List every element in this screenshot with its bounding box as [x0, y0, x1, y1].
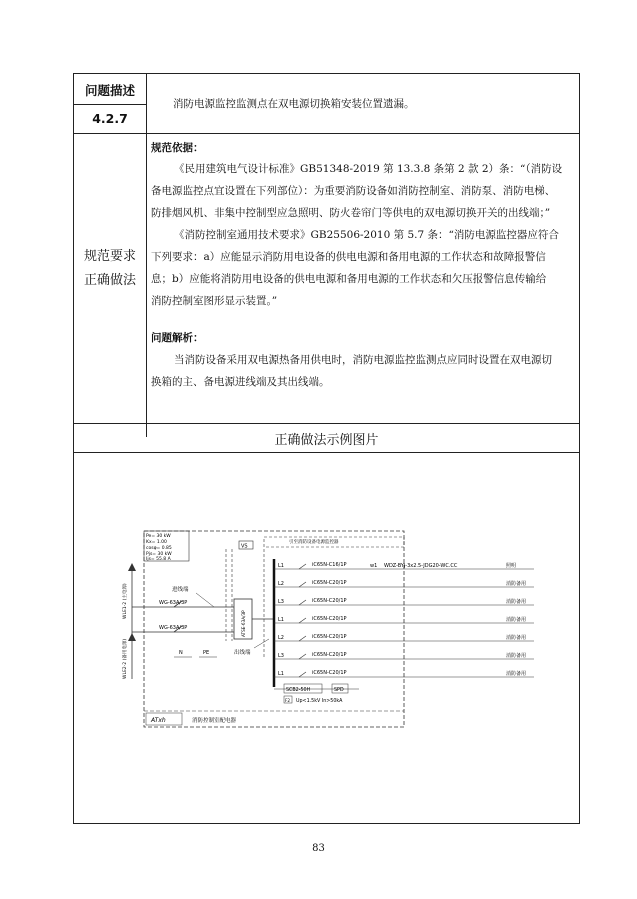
content-table: [73, 73, 580, 824]
box-name: 消防控制室配电器: [192, 718, 237, 724]
load-label: 消防备用: [506, 599, 527, 605]
col-divider: [146, 74, 147, 437]
circuit-breaker-label: iC65N-C20/1P: [312, 616, 347, 622]
param-text: Pjs= 30 kW: [146, 552, 172, 557]
spd-breaker-label: SCB2-50H: [286, 688, 311, 693]
row-divider: [74, 133, 579, 134]
monitor-label: 引至消防设备电源监控器: [289, 540, 339, 545]
requirement-label-1: 规范要求: [83, 249, 136, 264]
vs-label: VS: [241, 543, 248, 550]
feed-backup-label: WLE2-2 (备用电源): [123, 638, 128, 679]
circuit-breaker-label: iC65N-C20/1P: [312, 670, 347, 676]
circuit-breaker-label: iC65N-C20/1P: [312, 652, 347, 658]
feed-main-label: WLE1-2 (主电源): [123, 583, 128, 619]
problem-text: 消防电源监控监测点在双电源切换箱安装位置遗漏。: [173, 98, 415, 110]
breaker-switch-icon: [299, 564, 306, 569]
basis-line: 《消防控制室通用技术要求》GB25506-2010 第 5.7 条：“消防电源监控器应符合: [174, 229, 559, 241]
analysis-line: 当消防设备采用双电源热备用供电时，消防电源监控监测点应同时设置在双电源切: [174, 354, 552, 366]
load-label: 消防备用: [506, 653, 527, 659]
basis-line: 防排烟风机、非集中控制型应急照明、防火卷帘门等供电的双电源切换开关的出线端；”: [151, 207, 551, 219]
breaker-switch-icon: [299, 654, 306, 659]
param-text: cosφ= 0.85: [146, 546, 172, 551]
breaker-switch-icon: [299, 582, 306, 587]
circuit-breaker-label: iC65N-C20/1P: [312, 634, 347, 640]
row-divider: [74, 104, 146, 105]
box-id: ATxh: [151, 717, 166, 724]
breaker-switch-icon: [299, 636, 306, 641]
phase-label: L2: [278, 635, 284, 641]
param-text: Pe= 30 kW: [146, 534, 171, 539]
circuit-row: [274, 562, 534, 569]
basis-line: 备电源监控点宜设置在下列部位）：为重要消防设备如消防控制室、消防泵、消防电梯、: [151, 185, 556, 197]
ats-label: ATSE-63A/3P: [241, 610, 246, 637]
load-label: 照明: [506, 563, 517, 569]
load-label: 消防备用: [506, 635, 527, 641]
leader-line: [196, 593, 214, 607]
row-divider: [74, 452, 579, 453]
breaker-backup-label: WG-63A/3P: [159, 625, 188, 631]
phase-label: L1: [278, 617, 284, 623]
load-label: 消防备用: [506, 581, 527, 587]
analysis-heading: 问题解析：: [151, 332, 204, 344]
phase-label: L3: [278, 599, 284, 605]
arrow-up-icon: [128, 633, 136, 641]
basis-line: 消防控制室图形显示装置。”: [151, 295, 278, 307]
circuit-breaker-label: iC65N-C20/1P: [312, 580, 347, 586]
phase-label: L1: [278, 671, 284, 677]
outgoing-end-label: 出线端: [234, 650, 251, 656]
incoming-end-label: 进线端: [172, 587, 189, 593]
breaker-switch-icon: [299, 600, 306, 605]
breaker-main-label: WG-63A/3P: [159, 600, 188, 606]
basis-heading: 规范依据：: [151, 142, 204, 154]
spd-label: SPD: [334, 688, 344, 693]
row-divider: [74, 423, 579, 424]
basis-line: 息；b）应能将消防用电设备的供电电源和备用电源的工作状态和欠压报警信息传输给: [151, 273, 547, 285]
arrow-up-icon: [128, 563, 136, 571]
load-label: 消防备用: [506, 617, 527, 623]
phase-label: L2: [278, 581, 284, 587]
circuit-breaker-label: iC65N-C16/1P: [312, 562, 347, 568]
problem-label: 问题描述: [84, 83, 135, 98]
basis-line: 《民用建筑电气设计标准》GB51348-2019 第 13.3.8 条第 2 款 2）条：“（消防设: [174, 163, 563, 175]
spd-tag: F2: [285, 698, 291, 703]
n-label: N: [179, 650, 183, 656]
phase-label: L3: [278, 653, 284, 659]
cable-spec: WDZ-BYJ-3x2.5-JDG20-WC.CC: [384, 563, 458, 569]
example-title: 正确做法示例图片: [274, 433, 379, 448]
param-text: Ijs= 55.8 A: [146, 557, 171, 562]
breaker-switch-icon: [299, 672, 306, 677]
cable-id: w1: [370, 563, 378, 569]
circuit-breaker-label: iC65N-C20/1P: [312, 598, 347, 604]
requirement-label-2: 正确做法: [83, 273, 136, 288]
section-number: 4.2.7: [92, 111, 128, 126]
phase-label: L1: [278, 563, 284, 569]
page-number: 83: [312, 843, 325, 854]
basis-line: 下列要求：a）应能显示消防用电设备的供电电源和备用电源的工作状态和故障报警信: [151, 251, 546, 263]
breaker-switch-icon: [299, 618, 306, 623]
load-label: 消防备用: [506, 671, 527, 677]
leader-line: [254, 639, 269, 648]
analysis-line: 换箱的主、备电源进线端及其出线端。: [151, 376, 330, 388]
param-text: Kx= 1.00: [146, 540, 167, 545]
wiring-diagram: [114, 529, 544, 759]
pe-label: PE: [203, 650, 210, 656]
spd-params: Up<1.5kV In>50kA: [296, 699, 343, 704]
